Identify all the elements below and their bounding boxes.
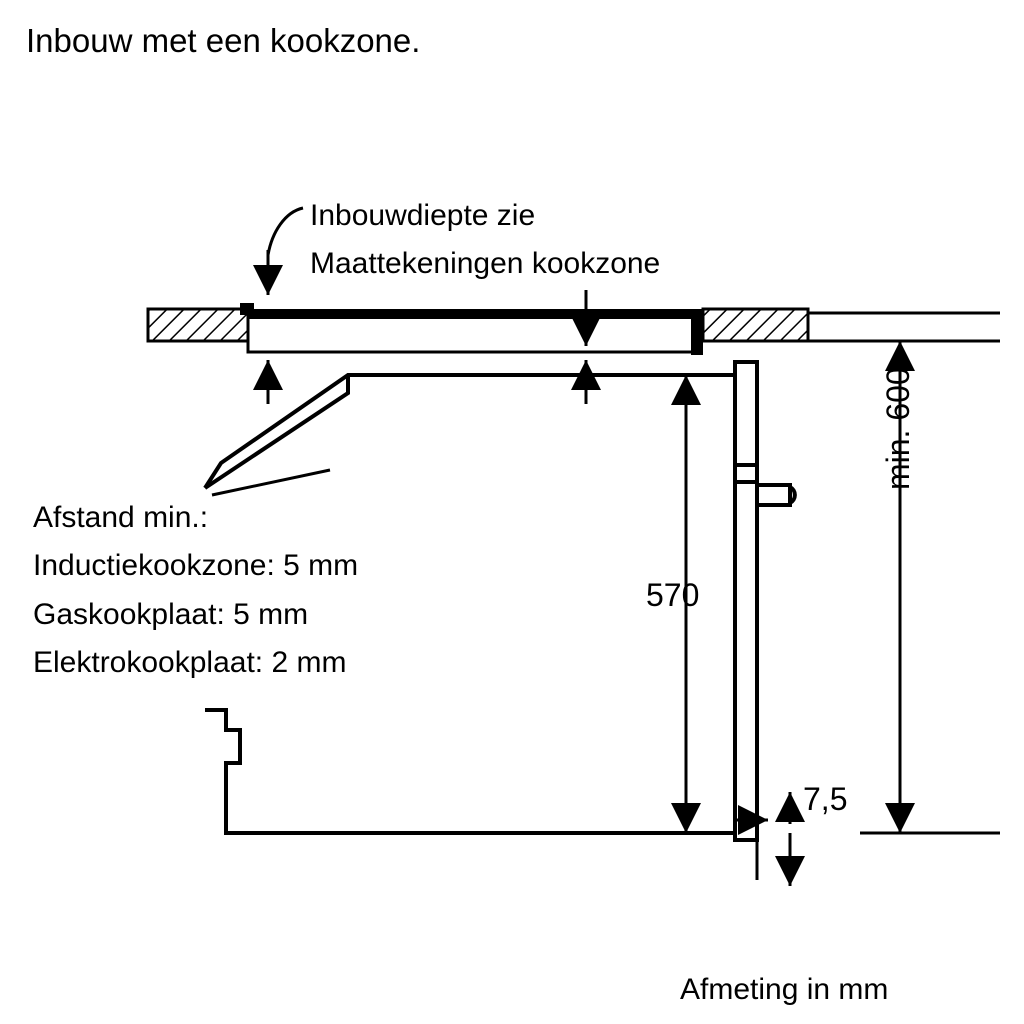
unit-note: Afmeting in mm — [680, 973, 889, 1006]
cooktop-body — [240, 303, 703, 355]
wall-reference-lines — [808, 313, 1000, 341]
worktop-right-slab — [703, 309, 808, 341]
distance-item-electric: Elektrokookplaat: 2 mm — [33, 646, 347, 679]
page-title: Inbouw met een kookzone. — [26, 22, 421, 59]
dimension-label-front-offset: 7,5 — [803, 781, 848, 817]
callout-label-line2: Maattekeningen kookzone — [310, 247, 661, 280]
distance-heading: Afstand min.: — [33, 501, 209, 534]
distance-item-gas: Gaskookplaat: 5 mm — [33, 598, 309, 631]
oven-outline — [205, 362, 795, 840]
dimension-label-height-oven: 570 — [646, 577, 700, 613]
dimension-label-niche-height: min. 600 — [880, 367, 916, 490]
worktop-left-slab — [148, 309, 248, 341]
dimension-min-600 — [860, 341, 1000, 833]
callout-label-line1: Inbouwdiepte zie — [310, 199, 536, 232]
callout-leader-left — [268, 208, 303, 295]
distance-item-induction: Inductiekookzone: 5 mm — [33, 549, 359, 582]
